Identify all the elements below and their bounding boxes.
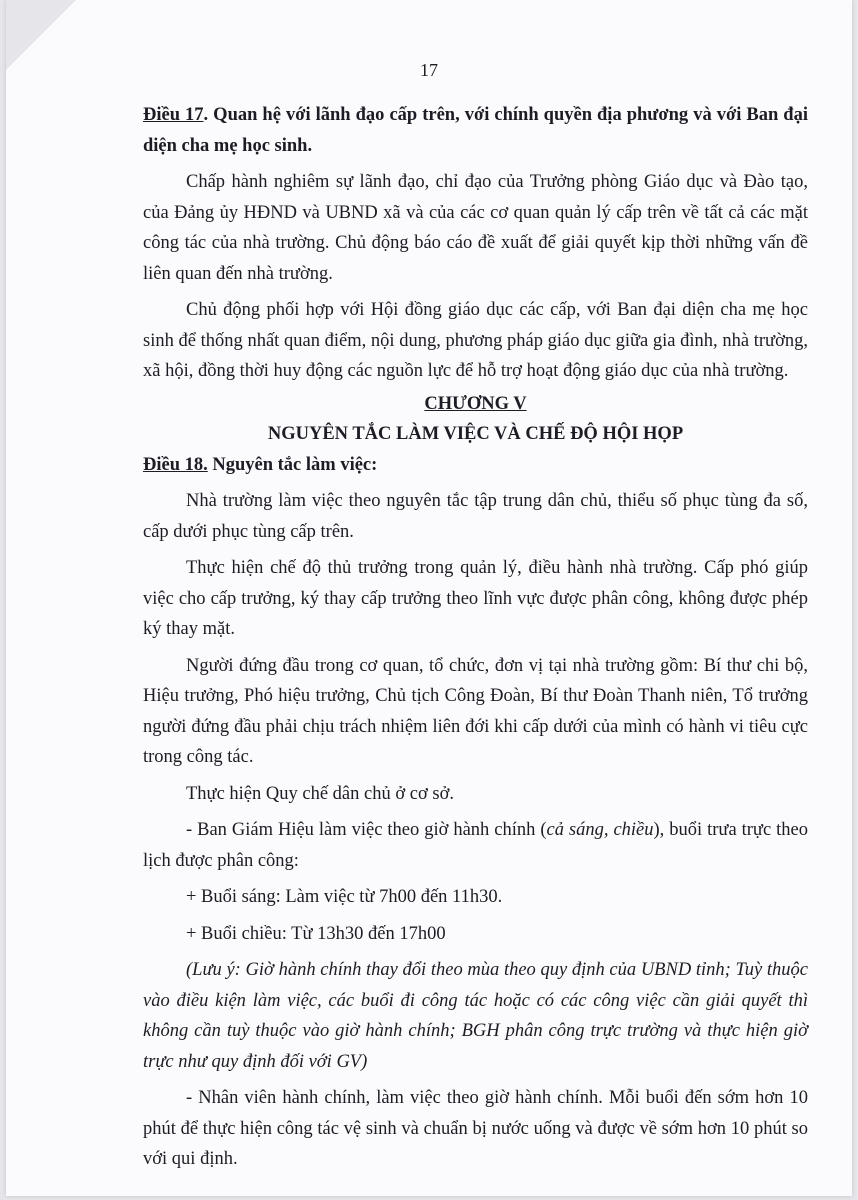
article-18-heading [143, 450, 808, 481]
article-17-paragraph: Chủ động phối hợp với Hội đồng giáo dục các cấp, với Ban đại diện cha mẹ học sinh để thống nhất quan điểm, nội dung, phương pháp giáo dục giữa gia đình, nhà trường, xã hội, đồng thời huy động các nguồn lực để hỗ trợ hoạt động giáo dục của nhà trường. [143, 300, 808, 381]
article-17-number: Điều 17 [143, 105, 204, 125]
bgh-working-hours [143, 815, 808, 876]
article-18-paragraph: Nhà trường làm việc theo nguyên tắc tập trung dân chủ, thiểu số phục tùng đa số, cấp dưới phục tùng cấp trên. [143, 491, 808, 542]
staff-working-hours: - Nhân viên hành chính, làm việc theo giờ hành chính. Mỗi buổi đến sớm hơn 10 phút để thực hiện công tác vệ sinh và chuẩn bị nước uống và được về sớm hơn 10 phút so với qui định. [143, 1088, 808, 1169]
article-18-paragraph: Người đứng đầu trong cơ quan, tổ chức, đơn vị tại nhà trường gồm: Bí thư chi bộ, Hiệu trưởng, Phó hiệu trưởng, Chủ tịch Công Đoàn, Bí thư Đoàn Thanh niên, Tổ trưởng người đứng đầu phải chịu trách nhiệm liên đới khi cấp dưới của mình có hành vi tiêu cực trong công tác. [143, 655, 808, 767]
bgh-italic: cả sáng, chiều [546, 820, 654, 840]
document-page [6, 0, 852, 1196]
bgh-prefix: - Ban Giám Hiệu làm việc theo giờ hành chính ( [186, 820, 547, 840]
chapter-title: CHƯƠNG V [424, 393, 527, 414]
article-18-paragraph: Thực hiện chế độ thủ trưởng trong quản lý, điều hành nhà trường. Cấp phó giúp việc cho cấp trưởng, ký thay cấp trưởng theo lĩnh vực được phân công, không được phép ký thay mặt. [143, 558, 808, 639]
morning-hours: + Buổi sáng: Làm việc từ 7h00 đến 11h30. [186, 887, 503, 907]
hours-note: (Lưu ý: Giờ hành chính thay đổi theo mùa theo quy định của UBND tỉnh; Tuỳ thuộc vào điều kiện làm việc, các buổi đi công tác hoặc có các công việc cần giải quyết thì không cần tuỳ thuộc vào giờ hành chính; BGH phân công trực trường và thực hiện giờ trực như quy định đối với GV) [143, 960, 808, 1072]
chapter-subtitle: NGUYÊN TẮC LÀM VIỆC VÀ CHẾ ĐỘ HỘI HỌP [267, 424, 684, 444]
page-number: 17 [420, 60, 438, 80]
document-body [143, 100, 808, 1175]
article-18-number: Điều 18. [143, 454, 208, 475]
bgh-suffix: ), buổi trưa trực theo lịch được phân công: [143, 820, 808, 871]
article-18-paragraph: Thực hiện Quy chế dân chủ ở cơ sở. [186, 783, 454, 804]
article-17-paragraph: Chấp hành nghiêm sự lãnh đạo, chỉ đạo của Trưởng phòng Giáo dục và Đào tạo, của Đảng ủy HĐND và UBND xã và của các cơ quan quản lý cấp trên về tất cả các mặt công tác của nhà trường. Chủ động báo cáo đề xuất để giải quyết kịp thời những vấn đề liên quan đến nhà trường. [143, 172, 808, 284]
article-17-heading [143, 100, 808, 161]
article-18-title: Nguyên tắc làm việc: [207, 454, 378, 475]
article-17-title: . Quan hệ với lãnh đạo cấp trên, với chính quyền địa phương và với Ban đại diện cha mẹ học sinh. [143, 105, 808, 156]
afternoon-hours: + Buổi chiều: Từ 13h30 đến 17h00 [186, 923, 446, 944]
